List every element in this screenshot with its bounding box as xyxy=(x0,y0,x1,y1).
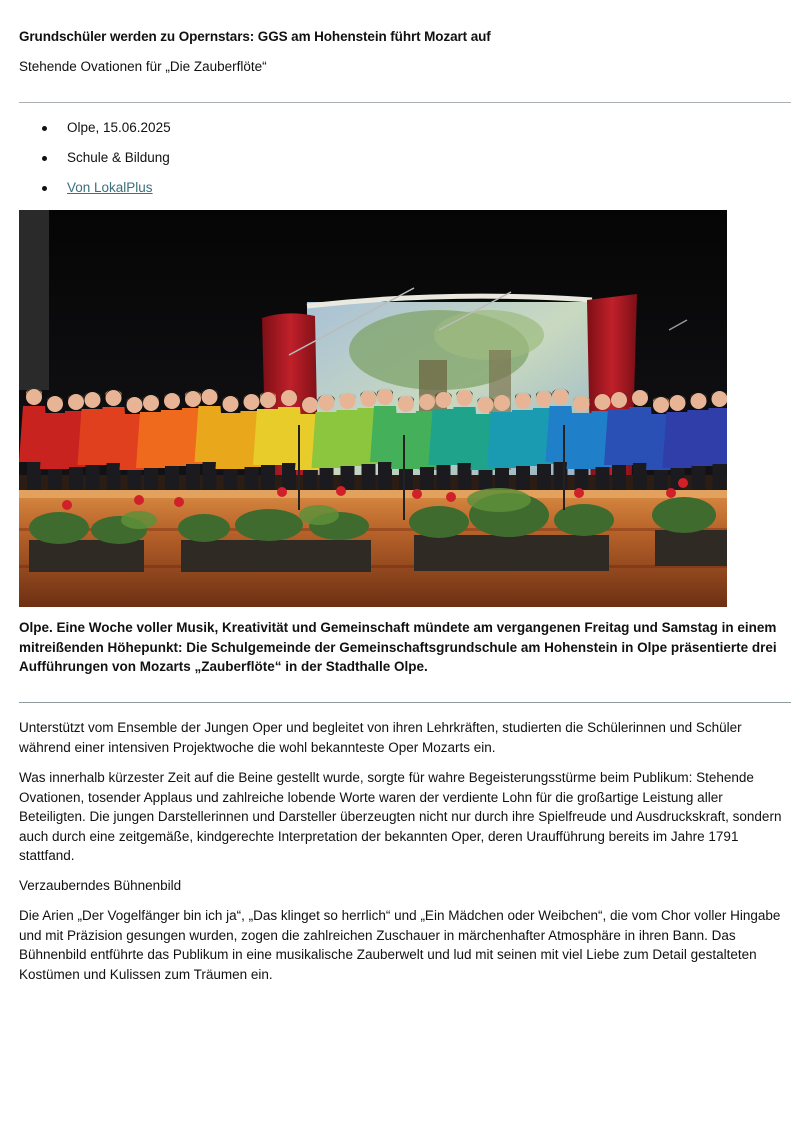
article-title: Grundschüler werden zu Opernstars: GGS am Hohenstein führt Mozart auf xyxy=(19,29,491,44)
article-lead: Olpe. Eine Woche voller Musik, Kreativität und Gemeinschaft mündete am vergangenen Freitag und Samstag in einem mitreißenden Höhepunkt: Die Schulgemeinde der Gemeinschaftsgrundschule am Hohenstein in Olpe präsentierte drei Aufführungen von Mozarts „Zauberflöte“ in der Stadthalle Olpe. xyxy=(19,620,777,674)
child-head xyxy=(611,392,627,408)
meta-category: Schule & Bildung xyxy=(67,150,170,165)
child-legs xyxy=(537,464,551,494)
child-head xyxy=(436,392,452,408)
child-head xyxy=(319,395,335,411)
article-paragraph: Die Arien „Der Vogelfänger bin ich ja“, „Das klinget so herrlich“ und „Ein Mädchen oder Weibchen“, die vom Chor voller Hingabe und mit Präzision gesungen wurden, zogen die zahlreichen Zuschauer in märchenhafter Atmosphäre in ihren Bann. Das Bühnenbild entführte das Publikum in eine musikalische Zauberwelt und lud mit seinen mit viel Liebe zum Detail gestalteten Kostümen und Kulissen zum Träumen ein. xyxy=(19,908,781,982)
divider-body xyxy=(19,702,791,703)
child-head xyxy=(478,397,494,413)
child-legs xyxy=(27,462,41,492)
child-legs xyxy=(186,464,200,494)
child-legs xyxy=(633,463,647,493)
child-head xyxy=(553,389,569,405)
child-head xyxy=(260,392,276,408)
child-head xyxy=(670,395,686,411)
bullet-icon xyxy=(42,186,47,191)
article-photo xyxy=(19,210,727,607)
child-head xyxy=(691,393,707,409)
child-head xyxy=(127,397,143,413)
article-subtitle: Stehende Ovationen für „Die Zauberflöte“ xyxy=(19,59,267,74)
child-head xyxy=(281,390,297,406)
meta-category-item xyxy=(19,148,171,178)
child-head xyxy=(574,396,590,412)
stage-photo-illustration xyxy=(19,210,727,607)
child-head xyxy=(377,389,393,405)
child-head xyxy=(302,397,318,413)
child-head xyxy=(361,391,377,407)
bullet-icon xyxy=(42,126,47,131)
child-head xyxy=(536,391,552,407)
child-head xyxy=(143,395,159,411)
child-head xyxy=(595,394,611,410)
divider-top xyxy=(19,102,791,103)
bullet-icon xyxy=(42,156,47,161)
child-head xyxy=(340,393,356,409)
child-head xyxy=(419,394,435,410)
section-heading: Verzauberndes Bühnenbild xyxy=(19,878,182,893)
child-head xyxy=(106,390,122,406)
child-head xyxy=(653,397,669,413)
child-head xyxy=(632,390,648,406)
child-legs xyxy=(378,462,392,492)
meta-date: Olpe, 15.06.2025 xyxy=(67,120,171,135)
child-head xyxy=(164,393,180,409)
child-head xyxy=(223,396,239,412)
child-head xyxy=(494,395,510,411)
article-meta-list xyxy=(19,118,171,208)
child-legs xyxy=(107,463,121,493)
meta-author-item xyxy=(19,178,171,208)
child-legs xyxy=(203,462,217,492)
author-link[interactable]: Von LokalPlus xyxy=(67,180,153,195)
article-paragraph: Unterstützt vom Ensemble der Jungen Oper und begleitet von ihren Lehrkräften, studierten die Schülerinnen und Schüler während einer intensiven Projektwoche die wohl bekannteste Oper Mozarts ein. xyxy=(19,720,742,755)
child-head xyxy=(26,389,42,405)
child-head xyxy=(85,392,101,408)
child-head xyxy=(712,391,728,407)
meta-date-item xyxy=(19,118,171,148)
child-head xyxy=(244,394,260,410)
child-legs xyxy=(713,464,727,494)
child-head xyxy=(47,396,63,412)
article-paragraph: Was innerhalb kürzester Zeit auf die Beine gestellt wurde, sorgte für wahre Begeisterungsstürme beim Publikum: Stehende Ovationen, tosender Applaus und zahlreiche lobende Worte waren der verdiente Lohn für die großartige Leistung aller Beteiligten. Die jungen Darstellerinnen und Darsteller überzeugten nicht nur durch ihre Spielfreude und Ausdruckskraft, sondern auch durch eine zeitgemäße, kindgerechte Interpretation der bekannten Oper, deren Uraufführung bereits im Jahre 1791 stattfand. xyxy=(19,770,782,863)
child-legs xyxy=(362,464,376,494)
child-head xyxy=(202,389,218,405)
child-legs xyxy=(554,462,568,492)
child-head xyxy=(185,391,201,407)
child-legs xyxy=(458,463,472,493)
child-head xyxy=(398,396,414,412)
child-head xyxy=(68,394,84,410)
child-head xyxy=(515,393,531,409)
child-head xyxy=(457,390,473,406)
